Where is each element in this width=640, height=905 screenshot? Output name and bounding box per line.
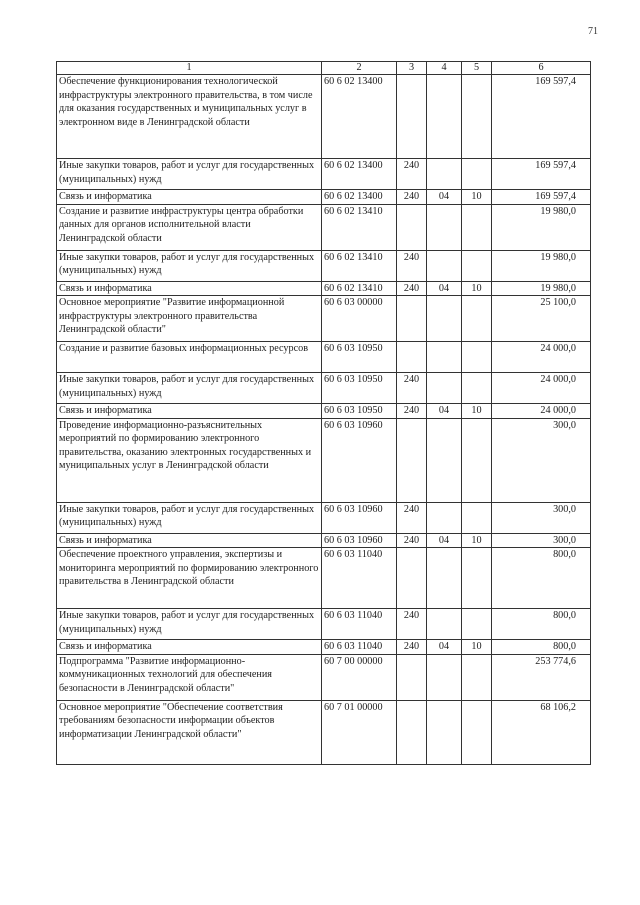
expense-type-cell [397,75,427,159]
section-cell [427,654,462,700]
subsection-cell: 10 [462,640,492,655]
expense-type-cell: 240 [397,640,427,655]
table-row [57,159,591,190]
subsection-cell [462,204,492,250]
subsection-cell: 10 [462,404,492,419]
item-name-cell: Иные закупки товаров, работ и услуг для государственных (муниципальных) нужд [57,502,322,533]
amount-cell: 169 597,4 [492,75,591,159]
section-cell [427,75,462,159]
table-row [57,418,591,502]
subsection-cell [462,75,492,159]
table-row [57,75,591,159]
table-row [57,640,591,655]
table-row [57,404,591,419]
item-name-cell: Обеспечение функционирования технологической инфраструктуры электронного правительства, в том числе для оказания государственных и муниципальных услуг в электронном виде в Ленинградской области [57,75,322,159]
amount-cell: 800,0 [492,609,591,640]
amount-cell: 800,0 [492,640,591,655]
expense-type-cell: 240 [397,502,427,533]
subsection-cell [462,342,492,373]
table-row [57,533,591,548]
expense-type-cell [397,654,427,700]
column-header: 1 [57,62,322,75]
amount-cell: 19 980,0 [492,250,591,281]
amount-cell: 68 106,2 [492,700,591,764]
amount-cell: 169 597,4 [492,159,591,190]
amount-cell: 24 000,0 [492,404,591,419]
subsection-cell: 10 [462,533,492,548]
item-name-cell: Иные закупки товаров, работ и услуг для государственных (муниципальных) нужд [57,373,322,404]
section-cell [427,700,462,764]
target-code-cell: 60 6 03 11040 [322,609,397,640]
item-name-cell: Иные закупки товаров, работ и услуг для государственных (муниципальных) нужд [57,250,322,281]
item-name-cell: Создание и развитие базовых информационных ресурсов [57,342,322,373]
amount-cell: 19 980,0 [492,281,591,296]
column-header: 6 [492,62,591,75]
table-row [57,342,591,373]
section-cell: 04 [427,404,462,419]
section-cell: 04 [427,640,462,655]
target-code-cell: 60 6 03 10960 [322,418,397,502]
table-body [57,75,591,765]
item-name-cell: Связь и информатика [57,533,322,548]
amount-cell: 800,0 [492,548,591,609]
target-code-cell: 60 6 02 13410 [322,204,397,250]
budget-table [56,61,591,765]
expense-type-cell [397,204,427,250]
section-cell [427,609,462,640]
expense-type-cell [397,342,427,373]
table-row [57,190,591,205]
amount-cell: 253 774,6 [492,654,591,700]
page-number: 71 [588,26,598,37]
amount-cell: 300,0 [492,502,591,533]
table-row [57,548,591,609]
section-cell: 04 [427,533,462,548]
amount-cell: 25 100,0 [492,296,591,342]
item-name-cell: Подпрограмма "Развитие информационно-коммуникационных технологий для обеспечения безопасности в Ленинградской области" [57,654,322,700]
section-cell: 04 [427,281,462,296]
subsection-cell [462,250,492,281]
column-header: 5 [462,62,492,75]
section-cell [427,342,462,373]
expense-type-cell: 240 [397,404,427,419]
table-row [57,373,591,404]
section-cell [427,418,462,502]
item-name-cell: Основное мероприятие "Обеспечение соответствия требованиям безопасности информации объектов информатизации Ленинградской области" [57,700,322,764]
table-row [57,609,591,640]
amount-cell: 300,0 [492,533,591,548]
table-row [57,281,591,296]
subsection-cell [462,654,492,700]
target-code-cell: 60 6 02 13400 [322,75,397,159]
expense-type-cell: 240 [397,609,427,640]
target-code-cell: 60 6 03 00000 [322,296,397,342]
expense-type-cell: 240 [397,281,427,296]
table-row [57,654,591,700]
column-header: 4 [427,62,462,75]
expense-type-cell [397,700,427,764]
section-cell [427,250,462,281]
table-row [57,700,591,764]
section-cell [427,502,462,533]
amount-cell: 24 000,0 [492,373,591,404]
target-code-cell: 60 6 02 13400 [322,190,397,205]
expense-type-cell [397,418,427,502]
subsection-cell [462,548,492,609]
amount-cell: 169 597,4 [492,190,591,205]
expense-type-cell: 240 [397,373,427,404]
amount-cell: 19 980,0 [492,204,591,250]
subsection-cell [462,700,492,764]
table-row [57,204,591,250]
subsection-cell: 10 [462,281,492,296]
expense-type-cell: 240 [397,190,427,205]
subsection-cell [462,373,492,404]
target-code-cell: 60 6 03 11040 [322,548,397,609]
target-code-cell: 60 7 01 00000 [322,700,397,764]
subsection-cell [462,296,492,342]
section-cell [427,159,462,190]
amount-cell: 300,0 [492,418,591,502]
item-name-cell: Создание и развитие инфраструктуры центра обработки данных для органов исполнительной власти Ленинградской области [57,204,322,250]
expense-type-cell: 240 [397,250,427,281]
table-row [57,296,591,342]
target-code-cell: 60 6 03 11040 [322,640,397,655]
item-name-cell: Связь и информатика [57,281,322,296]
section-cell [427,204,462,250]
target-code-cell: 60 6 02 13410 [322,281,397,296]
item-name-cell: Иные закупки товаров, работ и услуг для государственных (муниципальных) нужд [57,159,322,190]
target-code-cell: 60 7 00 00000 [322,654,397,700]
expense-type-cell [397,548,427,609]
subsection-cell [462,159,492,190]
target-code-cell: 60 6 02 13410 [322,250,397,281]
target-code-cell: 60 6 03 10960 [322,502,397,533]
section-cell [427,296,462,342]
target-code-cell: 60 6 03 10950 [322,342,397,373]
subsection-cell [462,609,492,640]
section-cell [427,548,462,609]
subsection-cell [462,418,492,502]
header-row [57,62,591,75]
section-cell: 04 [427,190,462,205]
target-code-cell: 60 6 03 10950 [322,373,397,404]
subsection-cell: 10 [462,190,492,205]
expense-type-cell: 240 [397,159,427,190]
section-cell [427,373,462,404]
target-code-cell: 60 6 02 13400 [322,159,397,190]
item-name-cell: Проведение информационно-разъяснительных мероприятий по формированию электронного правительства, оказанию электронных государственных и муниципальных услуг в Ленинградской области [57,418,322,502]
item-name-cell: Связь и информатика [57,640,322,655]
item-name-cell: Обеспечение проектного управления, экспертизы и мониторинга мероприятий по формированию электронного правительства в Ленинградской области [57,548,322,609]
table-row [57,502,591,533]
column-header: 3 [397,62,427,75]
subsection-cell [462,502,492,533]
item-name-cell: Связь и информатика [57,190,322,205]
amount-cell: 24 000,0 [492,342,591,373]
item-name-cell: Иные закупки товаров, работ и услуг для государственных (муниципальных) нужд [57,609,322,640]
item-name-cell: Основное мероприятие "Развитие информационной инфраструктуры электронного правительства Ленинградской области" [57,296,322,342]
expense-type-cell [397,296,427,342]
table-row [57,250,591,281]
target-code-cell: 60 6 03 10950 [322,404,397,419]
expense-type-cell: 240 [397,533,427,548]
item-name-cell: Связь и информатика [57,404,322,419]
column-header: 2 [322,62,397,75]
target-code-cell: 60 6 03 10960 [322,533,397,548]
